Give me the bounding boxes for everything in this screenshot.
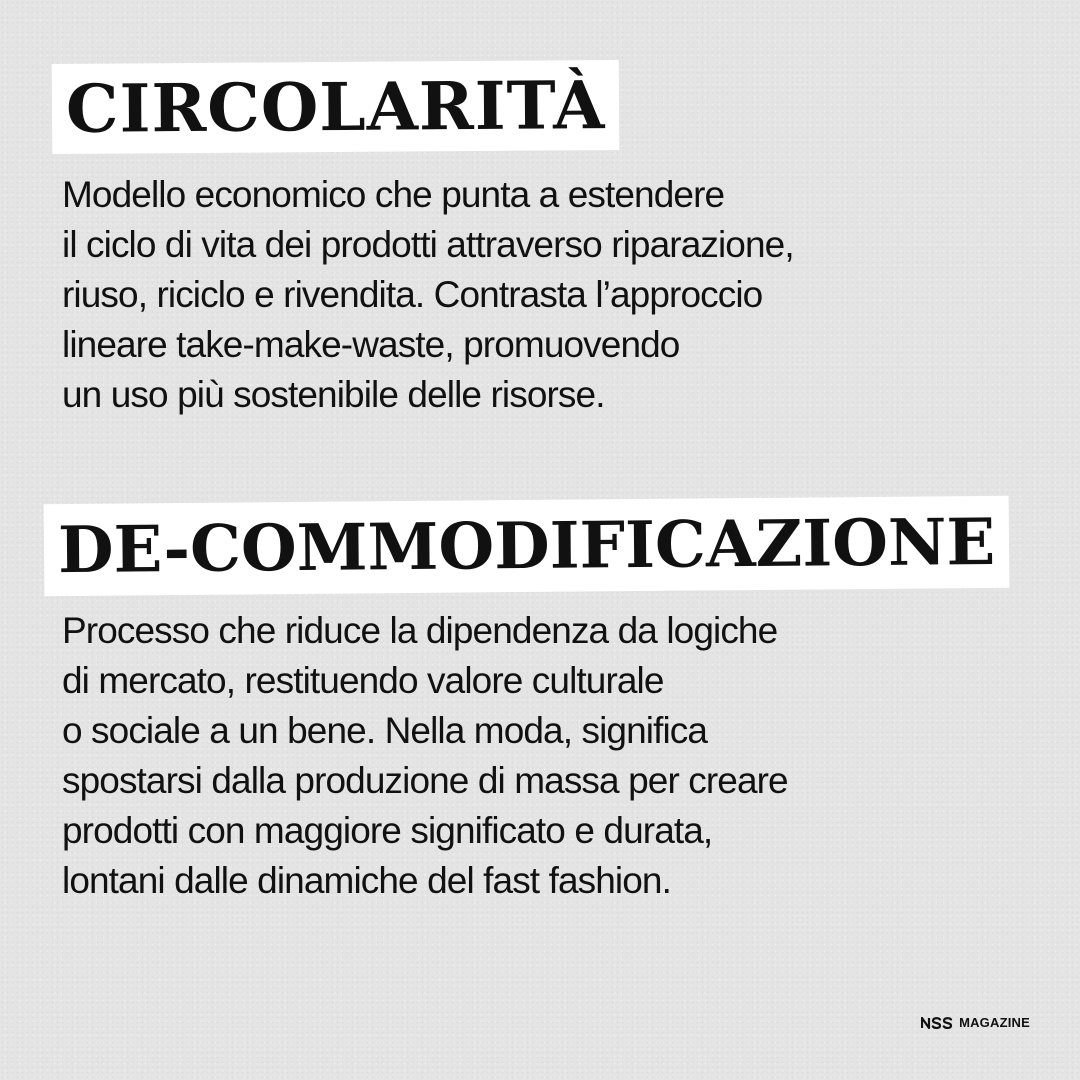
definition-line: lontani dalle dinamiche del fast fashion.	[62, 860, 671, 901]
term-label-circolarita	[52, 60, 620, 154]
definition-line: Processo che riduce la dipendenza da logiche	[62, 610, 778, 651]
magazine-wordmark: MAGAZINE	[959, 1015, 1030, 1030]
nss-magazine-logo	[921, 1015, 1030, 1030]
definition-line: o sociale a un bene. Nella moda, significa	[62, 710, 708, 751]
term-title: DE-COMMODIFICAZIONE	[57, 504, 996, 588]
definition-line: lineare take-make-waste, promuovendo	[62, 324, 680, 365]
definition-line: spostarsi dalla produzione di massa per creare	[62, 760, 788, 801]
definition-de-commodificazione	[62, 606, 1022, 906]
definition-line: un uso più sostenibile delle risorse.	[62, 374, 605, 415]
definition-circolarita	[62, 170, 1022, 420]
definition-line: il ciclo di vita dei prodotti attraverso riparazione,	[62, 224, 794, 265]
term-label-de-commodificazione	[44, 496, 1010, 596]
definition-line: riuso, riciclo e rivendita. Contrasta l’approccio	[62, 274, 763, 315]
definition-line: Modello economico che punta a estendere	[62, 174, 725, 215]
definition-line: prodotti con maggiore significato e durata,	[62, 810, 713, 851]
term-title: CIRCOLARITÀ	[65, 66, 606, 148]
nss-logo-mark-icon	[921, 1017, 953, 1029]
definition-line: di mercato, restituendo valore culturale	[62, 660, 664, 701]
